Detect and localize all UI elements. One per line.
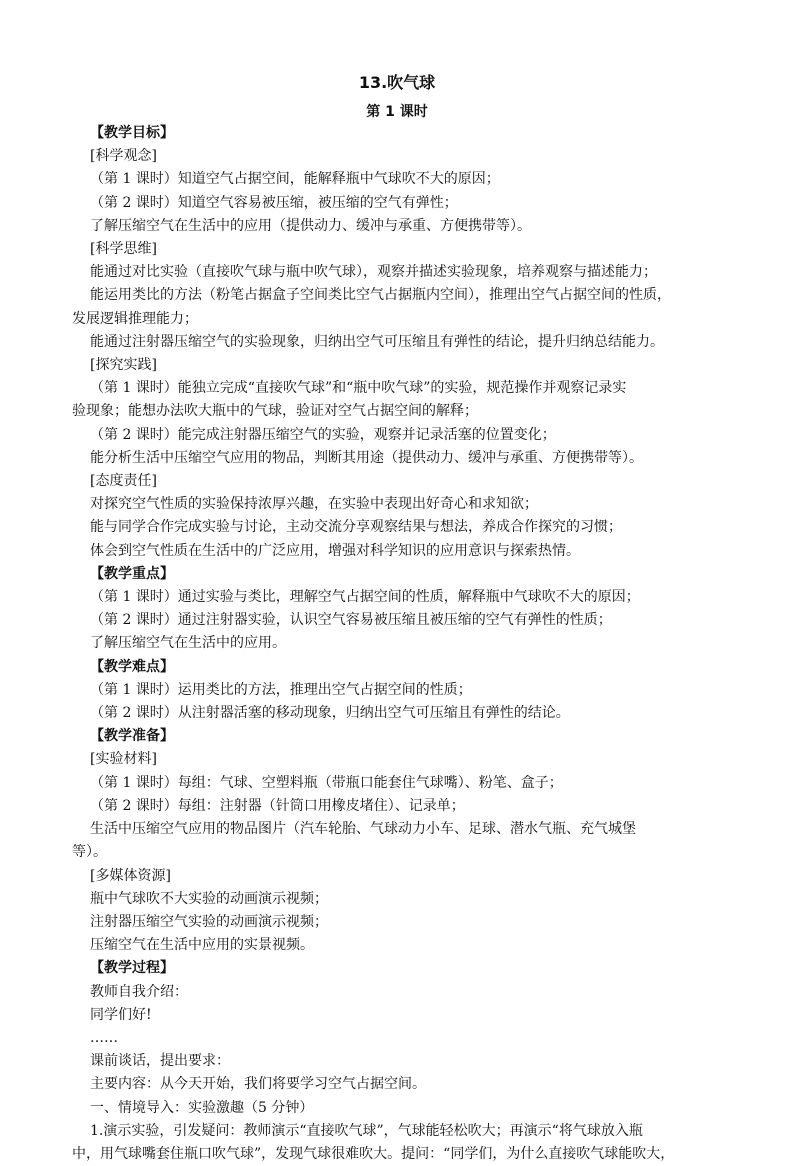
section-heading: 【教学重点】 — [90, 565, 174, 582]
paragraph: （第 2 课时）从注射器活塞的移动现象，归纳出空气可压缩且有弹性的结论。 — [90, 705, 570, 722]
paragraph: 主要内容：从今天开始，我们将要学习空气占据空间。 — [90, 1076, 426, 1093]
paragraph: [科学观念] — [90, 148, 157, 165]
paragraph: （第 2 课时）知道空气容易被压缩，被压缩的空气有弹性； — [90, 194, 458, 211]
section-heading: 【教学目标】 — [90, 125, 174, 141]
document-body — [72, 122, 736, 1166]
paragraph: [多媒体资源] — [90, 867, 171, 884]
paragraph: 体会到空气性质在生活中的广泛应用，增强对科学知识的应用意识与探索热情。 — [90, 542, 580, 559]
paragraph: [探究实践] — [90, 357, 157, 374]
paragraph: 能通过对比实验（直接吹气球与瓶中吹气球），观察并描述实验现象，培养观察与描述能力； — [90, 264, 657, 281]
paragraph: （第 2 课时）每组：注射器（针筒口用橡皮堵住）、记录单； — [90, 797, 465, 814]
paragraph: 课前谈话，提出要求： — [90, 1053, 230, 1070]
paragraph — [72, 818, 736, 864]
paragraph: 了解压缩空气在生活中的应用。 — [90, 635, 286, 652]
paragraph: （第 1 课时）运用类比的方法，推理出空气占据空间的性质； — [90, 681, 472, 698]
section-heading: 【教学过程】 — [90, 960, 174, 977]
paragraph: 瓶中气球吹不大实验的动画演示视频； — [90, 890, 328, 907]
document-subtitle: 第 1 课时 — [366, 104, 428, 120]
paragraph — [72, 284, 736, 330]
paragraph: [科学思维] — [90, 241, 157, 258]
paragraph-line: 验现象；能想办法吹大瓶中的气球，验证对空气占据空间的解释； — [72, 403, 478, 420]
paragraph: （第 1 课时）知道空气占据空间，能解释瓶中气球吹不大的原因； — [90, 171, 500, 188]
paragraph: 同学们好! — [90, 1006, 152, 1023]
paragraph-line: 等）。 — [72, 844, 107, 861]
paragraph: 了解压缩空气在生活中的应用（提供动力、缓冲与承重、方便携带等）。 — [90, 217, 531, 234]
paragraph: （第 1 课时）每组：气球、空塑料瓶（带瓶口能套住气球嘴）、粉笔、盒子； — [90, 774, 563, 791]
paragraph-line: 发展逻辑推理能力； — [72, 310, 198, 327]
paragraph: [态度责任] — [90, 473, 157, 490]
paragraph-line: 生活中压缩空气应用的物品图片（汽车轮胎、气球动力小车、足球、潜水气瓶、充气城堡 — [90, 821, 636, 838]
paragraph-line: （第 1 课时）能独立完成“直接吹气球”和“瓶中吹气球”的实验，规范操作并观察记录实 — [90, 380, 627, 397]
paragraph: 对探究空气性质的实验保持浓厚兴趣，在实验中表现出好奇心和求知欲； — [90, 496, 538, 513]
paragraph: 能与同学合作完成实验与讨论，主动交流分享观察结果与想法，养成合作探究的习惯； — [90, 519, 622, 536]
paragraph — [72, 1120, 736, 1166]
paragraph: [实验材料] — [90, 751, 157, 768]
paragraph-line: 能运用类比的方法（粉笔占据盒子空间类比空气占据瓶内空间），推理出空气占据空间的性质， — [90, 287, 671, 304]
paragraph — [72, 377, 736, 423]
document-title: 13.吹气球 — [358, 73, 436, 92]
section-heading: 【教学难点】 — [90, 658, 174, 675]
paragraph: （第 2 课时）能完成注射器压缩空气的实验，观察并记录活塞的位置变化； — [90, 426, 556, 443]
paragraph: 教师自我介绍： — [90, 983, 188, 1000]
paragraph: 注射器压缩空气实验的动画演示视频； — [90, 913, 328, 930]
paragraph-line: 1.演示实验，引发疑问：教师演示“直接吹气球”，气球能轻松吹大；再演示“将气球放入瓶 — [90, 1122, 643, 1139]
paragraph: 压缩空气在生活中应用的实景视频。 — [90, 937, 314, 954]
paragraph: （第 1 课时）通过实验与类比，理解空气占据空间的性质，解释瓶中气球吹不大的原因； — [90, 589, 640, 606]
paragraph: …… — [90, 1029, 118, 1046]
paragraph: 能分析生活中压缩空气应用的物品，判断其用途（提供动力、缓冲与承重、方便携带等）。 — [90, 449, 643, 466]
paragraph-line: 中，用气球嘴套住瓶口吹气球”，发现气球很难吹大。提问：“同学们，为什么直接吹气球能吹大， — [72, 1145, 675, 1162]
paragraph: （第 2 课时）通过注射器实验，认识空气容易被压缩且被压缩的空气有弹性的性质； — [90, 612, 612, 629]
section-heading: 【教学准备】 — [90, 728, 174, 745]
paragraph: 能通过注射器压缩空气的实验现象，归纳出空气可压缩且有弹性的结论，提升归纳总结能力。 — [90, 333, 664, 350]
paragraph: 一、情境导入：实验激趣（5 分钟） — [90, 1099, 314, 1116]
